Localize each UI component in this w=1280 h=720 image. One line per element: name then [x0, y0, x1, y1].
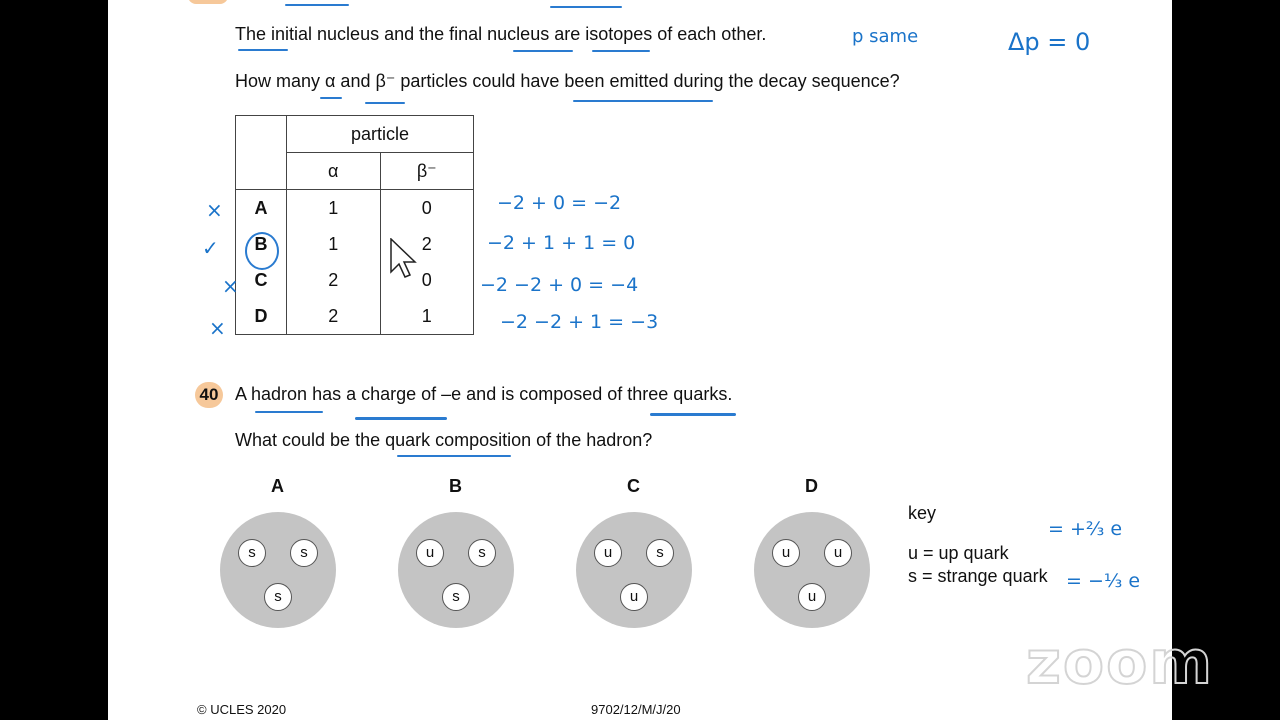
annotation-delta-p: Δp = 0 — [1008, 28, 1091, 56]
ink-underline — [397, 455, 511, 457]
beta-value: 0 — [380, 262, 474, 298]
key-up: u = up quark — [908, 543, 1009, 563]
prev-qnum-badge — [188, 0, 228, 4]
quark: s — [264, 583, 292, 611]
question-text: How many α and β⁻ particles could have been emitted during the decay sequence? — [235, 71, 900, 91]
quark: s — [442, 583, 470, 611]
beta-value: 0 — [380, 190, 474, 227]
footer-copyright: © UCLES 2020 — [197, 702, 287, 717]
option-a-label: A — [271, 476, 284, 496]
calc-line: −2 + 1 + 1 = 0 — [487, 232, 636, 254]
ink-underline — [365, 102, 405, 104]
cross-mark: × — [206, 198, 223, 222]
circle-mark — [245, 232, 279, 270]
quark: u — [620, 583, 648, 611]
quark: s — [646, 539, 674, 567]
ink-underline — [513, 50, 573, 52]
calc-line: −2 + 0 = −2 — [497, 192, 622, 214]
ink-underline — [573, 100, 713, 102]
statement-text: A hadron has a charge of –e and is composed of three quarks. — [235, 384, 733, 404]
alpha-value: 2 — [287, 262, 381, 298]
ink-underline — [285, 4, 349, 6]
particle-table — [235, 115, 474, 335]
option-b-label: B — [449, 476, 462, 496]
ink-underline — [238, 49, 288, 51]
ink-underline — [650, 413, 736, 416]
beta-value: 2 — [380, 226, 474, 262]
ink-underline — [592, 50, 650, 52]
quark: u — [798, 583, 826, 611]
key-title: key — [908, 503, 937, 523]
hadron-c — [576, 512, 692, 628]
quark: u — [772, 539, 800, 567]
option-label: D — [236, 298, 287, 335]
ink-underline — [355, 417, 447, 420]
annotation-strange-charge: = −⅓ e — [1066, 570, 1141, 592]
quark: s — [468, 539, 496, 567]
col-alpha: α — [287, 153, 381, 190]
col-beta: β⁻ — [380, 153, 474, 190]
option-label: A — [236, 190, 287, 227]
key-strange: s = strange quark — [908, 566, 1048, 586]
question-text: What could be the quark composition of the hadron? — [235, 430, 653, 450]
ink-underline — [255, 411, 323, 413]
mouse-cursor-icon — [390, 238, 418, 280]
calc-line: −2 −2 + 1 = −3 — [500, 311, 659, 333]
quark: u — [594, 539, 622, 567]
corner-cell — [236, 116, 287, 190]
header-group: particle — [287, 116, 474, 153]
cross-mark: × — [209, 316, 226, 340]
tick-mark: ✓ — [202, 236, 219, 260]
quark: u — [824, 539, 852, 567]
hadron-a — [220, 512, 336, 628]
statement-text: The initial nucleus and the final nucleus are isotopes of each other. — [235, 24, 767, 44]
footer-paper-code: 9702/12/M/J/20 — [591, 702, 681, 717]
option-label: C — [236, 262, 287, 298]
ink-underline — [320, 97, 342, 99]
hadron-d — [754, 512, 870, 628]
option-label: B — [236, 226, 287, 262]
quark: u — [416, 539, 444, 567]
annotation-up-charge: = +⅔ e — [1048, 518, 1123, 540]
hadron-b — [398, 512, 514, 628]
ink-underline — [550, 6, 622, 8]
cross-mark: × — [222, 274, 239, 298]
calc-line: −2 −2 + 0 = −4 — [480, 274, 639, 296]
option-d-label: D — [805, 476, 818, 496]
zoom-watermark-logo: zoom — [1026, 628, 1214, 698]
annotation-p-same: p same — [852, 26, 919, 47]
quark: s — [238, 539, 266, 567]
question-number: 40 — [195, 382, 223, 408]
quark: s — [290, 539, 318, 567]
beta-value: 1 — [380, 298, 474, 335]
alpha-value: 2 — [287, 298, 381, 335]
alpha-value: 1 — [287, 190, 381, 227]
alpha-value: 1 — [287, 226, 381, 262]
option-c-label: C — [627, 476, 640, 496]
